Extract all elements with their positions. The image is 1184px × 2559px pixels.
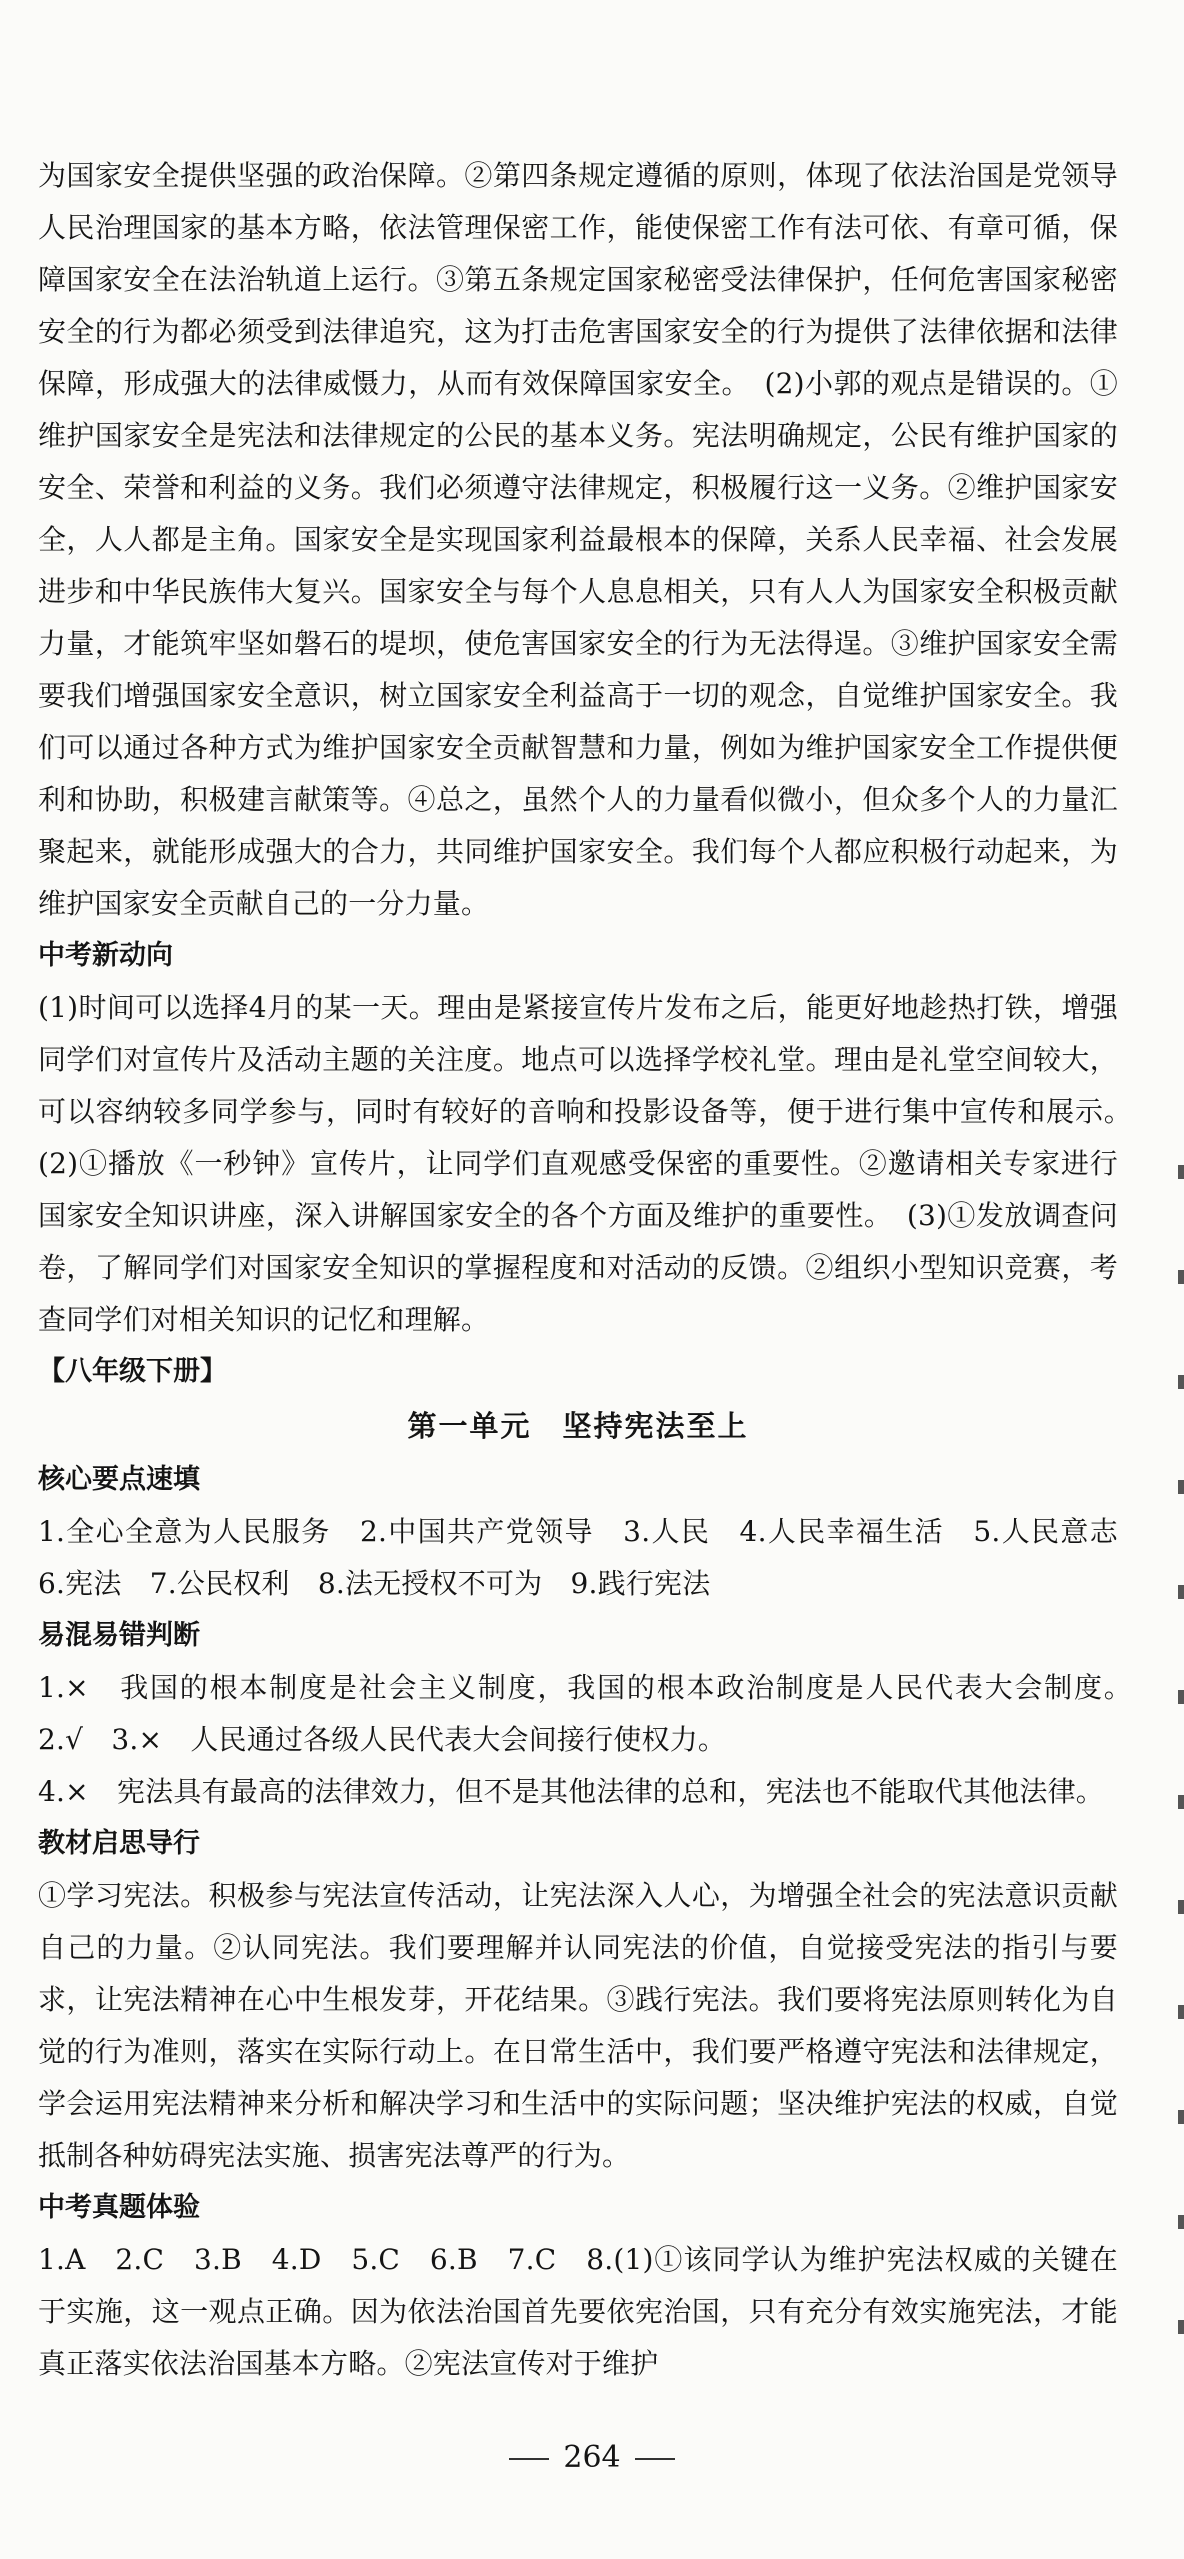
edge-mark xyxy=(1178,1795,1184,1809)
answer-paragraph: (1)时间可以选择4月的某一天。理由是紧接宣传片发布之后，能更好地趁热打铁，增强同学们对宣传片及活动主题的关注度。地点可以选择学校礼堂。理由是礼堂空间较大，可以容纳较多同学参与，同时有较好的音响和投影设备等，便于进行集中宣传和展示。 (2)①播放《一秒钟》宣传片，让同学们直观感受保密的重要性。②邀请相关专家进行国家安全知识讲座，深入讲解国家安全的各个方面及维护的重要性。 (3)①发放调查问卷，了解同学们对国家安全知识的掌握程度和对活动的反馈。②组织小型知识竞赛，考查同学们对相关知识的记忆和理解。 xyxy=(38,991,1147,1336)
edge-mark xyxy=(1178,1900,1184,1914)
edge-mark xyxy=(1178,1375,1184,1389)
page-number xyxy=(0,2440,1184,2475)
section-heading-core: 核心要点速填 xyxy=(38,1464,200,1495)
edge-mark xyxy=(1178,2215,1184,2229)
unit-title: 第一单元 坚持宪法至上 xyxy=(407,1409,749,1443)
edge-mark xyxy=(1178,1585,1184,1599)
edge-mark xyxy=(1178,1270,1184,1284)
edge-mark xyxy=(1178,1690,1184,1704)
dash-left xyxy=(509,2458,549,2460)
section-heading-textbook: 教材启思导行 xyxy=(38,1828,200,1859)
edge-mark xyxy=(1178,1165,1184,1179)
section-heading-zhongkao-new: 中考新动向 xyxy=(38,940,173,971)
grade-label: 【八年级下册】 xyxy=(38,1356,227,1387)
answer-paragraph: ①学习宪法。积极参与宪法宣传活动，让宪法深入人心，为增强全社会的宪法意识贡献自己的力量。②认同宪法。我们要理解并认同宪法的价值，自觉接受宪法的指引与要求，让宪法精神在心中生根发芽，开花结果。③践行宪法。我们要将宪法原则转化为自觉的行为准则，落实在实际行动上。在日常生活中，我们要严格遵守宪法和法律规定，学会运用宪法精神来分析和解决学习和生活中的实际问题；坚决维护宪法的权威，自觉抵制各种妨碍宪法实施、损害宪法尊严的行为。 xyxy=(38,1879,1118,2172)
answer-paragraph: 为国家安全提供坚强的政治保障。②第四条规定遵循的原则，体现了依法治国是党领导人民治理国家的基本方略，依法管理保密工作，能使保密工作有法可依、有章可循，保障国家安全在法治轨道上运行。③第五条规定国家秘密受法律保护，任何危害国家秘密安全的行为都必须受到法律追究，这为打击危害国家安全的行为提供了法律依据和法律保障，形成强大的法律威慑力，从而有效保障国家安全。 (2)小郭的观点是错误的。①维护国家安全是宪法和法律规定的公民的基本义务。宪法明确规定，公民有维护国家的安全、荣誉和利益的义务。我们必须遵守法律规定，积极履行这一义务。②维护国家安全，人人都是主角。国家安全是实现国家利益最根本的保障，关系人民幸福、社会发展进步和中华民族伟大复兴。国家安全与每个人息息相关，只有人人为国家安全积极贡献力量，才能筑牢坚如磐石的堤坝，使危害国家安全的行为无法得逞。③维护国家安全需要我们增强国家安全意识，树立国家安全利益高于一切的观念，自觉维护国家安全。我们可以通过各种方式为维护国家安全贡献智慧和力量，例如为维护国家安全工作提供便利和协助，积极建言献策等。④总之，虽然个人的力量看似微小，但众多个人的力量汇聚起来，就能形成强大的合力，共同维护国家安全。我们每个人都应积极行动起来，为维护国家安全贡献自己的一分力量。 xyxy=(38,159,1118,920)
edge-mark xyxy=(1178,2320,1184,2334)
section-heading-real-exam: 中考真题体验 xyxy=(38,2192,200,2223)
answer-paragraph: 1.× 我国的根本制度是社会主义制度，我国的根本政治制度是人民代表大会制度。 2.√ 3.× 人民通过各级人民代表大会间接行使权力。 xyxy=(38,1671,1147,1756)
edge-mark xyxy=(1178,2110,1184,2124)
answer-paragraph: 1.A 2.C 3.B 4.D 5.C 6.B 7.C 8.(1)①该同学认为维护宪法权威的关键在于实施，这一观点正确。因为依法治国首先要依宪治国，只有充分有效实施宪法，才能真正落实依法治国基本方略。②宪法宣传对于维护 xyxy=(38,2243,1118,2380)
edge-mark xyxy=(1178,1480,1184,1494)
page-content xyxy=(38,150,1147,2390)
edge-mark xyxy=(1178,2005,1184,2019)
answer-paragraph: 1.全心全意为人民服务 2.中国共产党领导 3.人民 4.人民幸福生活 5.人民意志 6.宪法 7.公民权利 8.法无授权不可为 9.践行宪法 xyxy=(38,1515,1147,1600)
section-heading-confuse: 易混易错判断 xyxy=(38,1620,200,1651)
page-number-text: 264 xyxy=(563,2440,621,2475)
dash-right xyxy=(635,2458,675,2460)
answer-paragraph: 4.× 宪法具有最高的法律效力，但不是其他法律的总和，宪法也不能取代其他法律。 xyxy=(38,1775,1104,1808)
